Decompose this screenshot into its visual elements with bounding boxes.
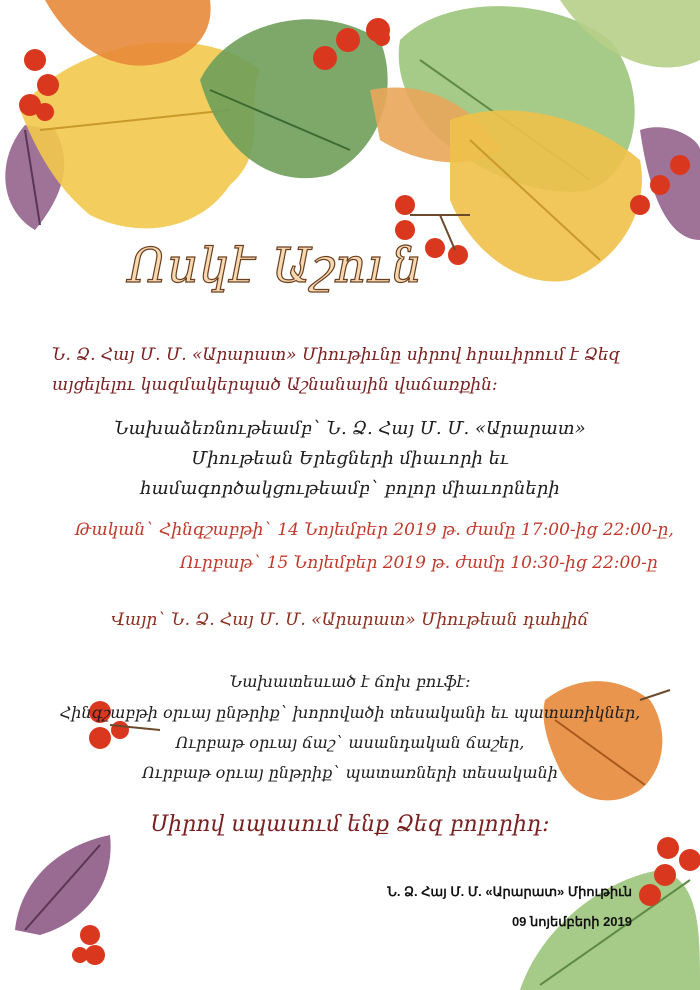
feature-line-1: Նախատեսւած է ճոխ բուֆէ: <box>229 672 471 691</box>
venue-line: Վայր` Ն. Ձ. Հայ Մ. Մ. «Արարատ» Միութեան դահլիճ <box>111 610 589 630</box>
feature-line-3: Ուրբաթ օրւայ ճաշ` ասանդական ճաշեր, <box>175 733 525 752</box>
page-title: Ոսկէ Աշուն <box>128 238 423 294</box>
date-line-1: Թական` Հինգշաբթի` 14 Նոյեմբեր 2019 թ. ժամը 17:00-ից 22:00-ը, <box>75 520 674 540</box>
sponsor-line-2: Միութեան Երեցների միաւորի եւ <box>191 448 509 469</box>
feature-line-2: Հինգշաբթի օրւայ ընթրիք` խորովածի տեսականի եւ պատառիկներ, <box>59 703 641 722</box>
signature-org: Ն. Ձ. Հայ Մ. Մ. «Արարատ» Միութիւն <box>387 884 632 899</box>
purple-leaf-bottom-icon <box>15 835 111 935</box>
signature-date: 09 նոյեմբերի 2019 <box>511 914 632 929</box>
intro-line-2: այցելելու կազմակերպած Աշնանային վաճառքին: <box>52 375 498 395</box>
sponsor-line-3: համագործակցութեամբ` բոլոր միաւորների <box>140 478 560 499</box>
intro-line-1: Ն. Ձ. Հայ Մ. Մ. «Արարատ» Միութիւնը սիրով հրաւիրում է Ձեզ <box>52 345 621 365</box>
berry-cluster-bottom-left-icon <box>72 925 105 965</box>
date-line-2: Ուրբաթ` 15 Նոյեմբեր 2019 թ. ժամը 10:30-ից 22:00-ը <box>180 553 658 573</box>
feature-line-4: Ուրբաթ օրւայ ընթրիք` պատառների տեսականի <box>142 763 558 782</box>
invitation-line: Սիրով սպասում ենք Ձեզ բոլորիդ: <box>150 812 550 837</box>
sponsor-line-1: Նախաձեռնութեամբ` Ն. Ձ. Հայ Մ. Մ. «Արարատ» <box>114 418 586 439</box>
